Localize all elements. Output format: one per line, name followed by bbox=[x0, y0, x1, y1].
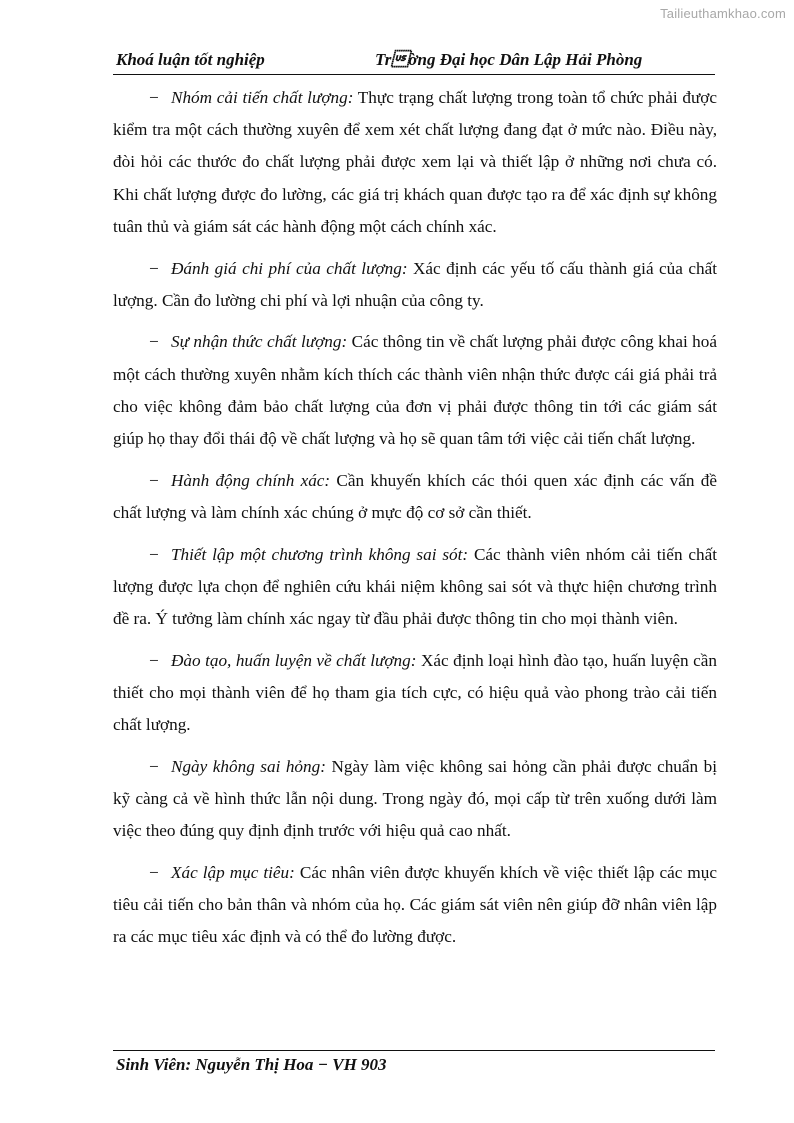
paragraph-text: Các thành viên nhóm cải tiến chất lượng được lựa chọn để nghiên cứu khái niệm không sai sót và thực hiện chương trình đề ra. Ý tưởng làm chính xác ngay từ đầu phải được thông tin cho mọi thành viên. bbox=[113, 544, 717, 629]
paragraph-text: Cần khuyến khích các thói quen xác định các vấn đề chất lượng và làm chính xác chúng ở mực độ cơ sở cần thiết. bbox=[113, 470, 717, 522]
paragraph-text: Xác định các yếu tố cấu thành giá của chất lượng. Cần đo lường chi phí và lợi nhuận của công ty. bbox=[113, 258, 717, 310]
paragraph-quality-training bbox=[113, 645, 717, 742]
paragraph-goal-setting bbox=[113, 857, 717, 954]
paragraph-title: Sự nhận thức chất lượng: bbox=[171, 332, 348, 352]
bullet-dash: − bbox=[149, 544, 159, 564]
paragraph-corrective-action bbox=[113, 465, 717, 529]
page-header bbox=[113, 48, 715, 75]
bullet-dash: − bbox=[149, 756, 159, 776]
bullet-dash: − bbox=[149, 332, 159, 352]
paragraph-text: Các thông tin về chất lượng phải được công khai hoá một cách thường xuyên nhằm kích thích các thành viên nhận thức được cái giá phải trả cho việc không đảm bảo chất lượng của đơn vị phải được thông tin tới các giám sát giúp họ thay đổi thái độ về chất lượng và họ sẽ quan tâm tới việc cải tiến chất lượng. bbox=[113, 332, 717, 449]
paragraph-text: Ngày làm việc không sai hỏng cần phải được chuẩn bị kỹ càng cả về hình thức lẫn nội dung. Trong ngày đó, mọi cấp từ trên xuống dưới làm việc theo đúng quy định định trước với hiệu quả cao nhất. bbox=[113, 756, 717, 841]
paragraph-zero-defect-day bbox=[113, 751, 717, 848]
header-university-label: Tr ờng Đại học Dân Lập Hải Phòng bbox=[375, 50, 643, 69]
document-body bbox=[113, 82, 717, 963]
watermark-text: Tailieuthamkhao.com bbox=[660, 6, 786, 21]
paragraph-quality-cost-evaluation bbox=[113, 253, 717, 317]
paragraph-quality-awareness bbox=[113, 326, 717, 455]
paragraph-title: Hành động chính xác: bbox=[171, 470, 331, 490]
bullet-dash: − bbox=[149, 258, 159, 278]
paragraph-title: Đánh giá chi phí của chất lượng: bbox=[171, 258, 408, 278]
bullet-dash: − bbox=[149, 88, 159, 107]
bullet-dash: − bbox=[149, 650, 159, 670]
bullet-dash: − bbox=[149, 862, 159, 882]
paragraph-text: Thực trạng chất lượng trong toàn tổ chức phải được kiểm tra một cách thường xuyên để xem xét chất lượng đang đạt ở mức nào. Điều này, đòi hỏi các thước đo chất lượng phải được xem lại và thiết lập ở những nơi chưa có. Khi chất lượng được đo lường, các giá trị khách quan được tạo ra để xác định sự không tuân thủ và giám sát các hành động một cách chính xác. bbox=[113, 88, 717, 236]
header-thesis-label: Khoá luận tốt nghiệp bbox=[116, 50, 265, 69]
paragraph-title: Nhóm cải tiến chất lượng: bbox=[171, 88, 354, 107]
paragraph-zero-defect-program bbox=[113, 539, 717, 636]
paragraph-text: Các nhân viên được khuyến khích về việc thiết lập các mục tiêu cải tiến cho bản thân và nhóm của họ. Các giám sát viên nên giúp đỡ nhân viên lập ra các mục tiêu xác định và có thể đo lường được. bbox=[113, 862, 717, 947]
page-footer: Sinh Viên: Nguyễn Thị Hoa − VH 903 bbox=[116, 1055, 387, 1074]
paragraph-text: Xác định loại hình đào tạo, huấn luyện cần thiết cho mọi thành viên để họ tham gia tích cực, có hiệu quả vào phong trào cải tiến chất lượng. bbox=[113, 650, 717, 735]
paragraph-title: Đào tạo, huấn luyện về chất lượng: bbox=[171, 650, 417, 670]
paragraph-quality-improvement-team bbox=[113, 82, 717, 243]
bullet-dash: − bbox=[149, 470, 159, 490]
paragraph-title: Xác lập mục tiêu: bbox=[171, 862, 295, 882]
paragraph-title: Thiết lập một chương trình không sai sót: bbox=[171, 544, 469, 564]
footer-divider bbox=[113, 1050, 715, 1051]
paragraph-title: Ngày không sai hỏng: bbox=[171, 756, 326, 776]
